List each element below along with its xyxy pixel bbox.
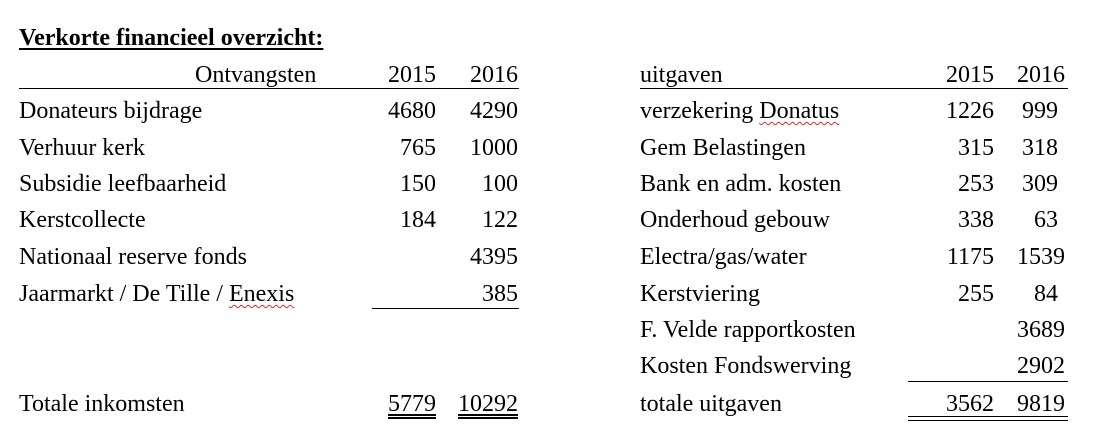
expense-row-label-prefix: verzekering bbox=[640, 98, 760, 124]
expense-row-2015: 1175 bbox=[946, 244, 994, 270]
expense-row-label: Electra/gas/water bbox=[640, 244, 807, 270]
income-row-2015: 765 bbox=[400, 135, 436, 161]
income-year-2016: 2016 bbox=[470, 62, 518, 88]
expense-row-2015: 315 bbox=[958, 135, 994, 161]
income-row-2015: 184 bbox=[400, 207, 436, 233]
income-subtotal-rule bbox=[372, 308, 519, 309]
expense-row-2016: 63 bbox=[1034, 207, 1058, 233]
income-row-2016: 100 bbox=[482, 171, 518, 197]
expense-row-label: Kerstviering bbox=[640, 281, 760, 307]
expense-row-label: Bank en adm. kosten bbox=[640, 171, 842, 197]
income-total-2016: 10292 bbox=[458, 391, 518, 417]
expenses-subtotal-rule bbox=[908, 381, 1068, 382]
expense-row-2016: 1539 bbox=[1017, 244, 1065, 270]
income-row-2015: 4680 bbox=[388, 98, 436, 124]
expenses-year-2015: 2015 bbox=[946, 62, 994, 88]
expense-row-label: F. Velde rapportkosten bbox=[640, 317, 856, 343]
expenses-total-2015: 3562 bbox=[946, 391, 994, 417]
expense-row-2016: 999 bbox=[1022, 98, 1058, 124]
income-row-label-prefix: Jaarmarkt / De Tille / bbox=[19, 281, 229, 307]
expenses-year-2016: 2016 bbox=[1017, 62, 1065, 88]
income-row-label: Donateurs bijdrage bbox=[19, 98, 203, 124]
expense-row-label: Kosten Fondswerving bbox=[640, 353, 852, 379]
income-row-label bbox=[19, 282, 294, 306]
income-header-rule bbox=[19, 88, 519, 89]
income-row-label: Nationaal reserve fonds bbox=[19, 244, 247, 270]
expenses-total-rule-2 bbox=[908, 420, 1068, 421]
expenses-total-2016: 9819 bbox=[1017, 391, 1065, 417]
expenses-total-rule-1 bbox=[908, 416, 1068, 417]
income-row-2016: 4395 bbox=[470, 244, 518, 270]
expenses-header-rule bbox=[640, 88, 1068, 89]
income-total-label: Totale inkomsten bbox=[19, 391, 185, 417]
expense-row-2016: 84 bbox=[1034, 281, 1058, 307]
spellcheck-flagged-word: Donatus bbox=[759, 98, 840, 124]
income-heading: Ontvangsten bbox=[195, 62, 317, 88]
expense-row-2016: 309 bbox=[1022, 171, 1058, 197]
income-row-2016: 1000 bbox=[470, 135, 518, 161]
income-row-label: Verhuur kerk bbox=[19, 135, 145, 161]
income-row-label: Subsidie leefbaarheid bbox=[19, 171, 227, 197]
expense-row-2016: 318 bbox=[1022, 135, 1058, 161]
expense-row-label: Onderhoud gebouw bbox=[640, 207, 830, 233]
income-row-2016: 122 bbox=[482, 207, 518, 233]
income-row-2015: 150 bbox=[400, 171, 436, 197]
document-title: Verkorte financieel overzicht: bbox=[19, 25, 324, 51]
expenses-total-label: totale uitgaven bbox=[640, 391, 782, 417]
income-row-2016: 4290 bbox=[470, 98, 518, 124]
income-row-label: Kerstcollecte bbox=[19, 207, 146, 233]
expense-row-2015: 1226 bbox=[946, 98, 994, 124]
expense-row-2015: 255 bbox=[958, 281, 994, 307]
expenses-heading: uitgaven bbox=[640, 62, 723, 88]
expense-row-label: Gem Belastingen bbox=[640, 135, 806, 161]
expense-row-2015: 338 bbox=[958, 207, 994, 233]
spellcheck-flagged-word: Enexis bbox=[228, 281, 295, 307]
expense-row-label bbox=[640, 99, 839, 123]
income-total-2015: 5779 bbox=[388, 391, 436, 417]
expense-row-2016: 2902 bbox=[1017, 353, 1065, 379]
expense-row-2016: 3689 bbox=[1017, 317, 1065, 343]
income-year-2015: 2015 bbox=[388, 62, 436, 88]
income-row-2016: 385 bbox=[482, 281, 518, 307]
expense-row-2015: 253 bbox=[958, 171, 994, 197]
